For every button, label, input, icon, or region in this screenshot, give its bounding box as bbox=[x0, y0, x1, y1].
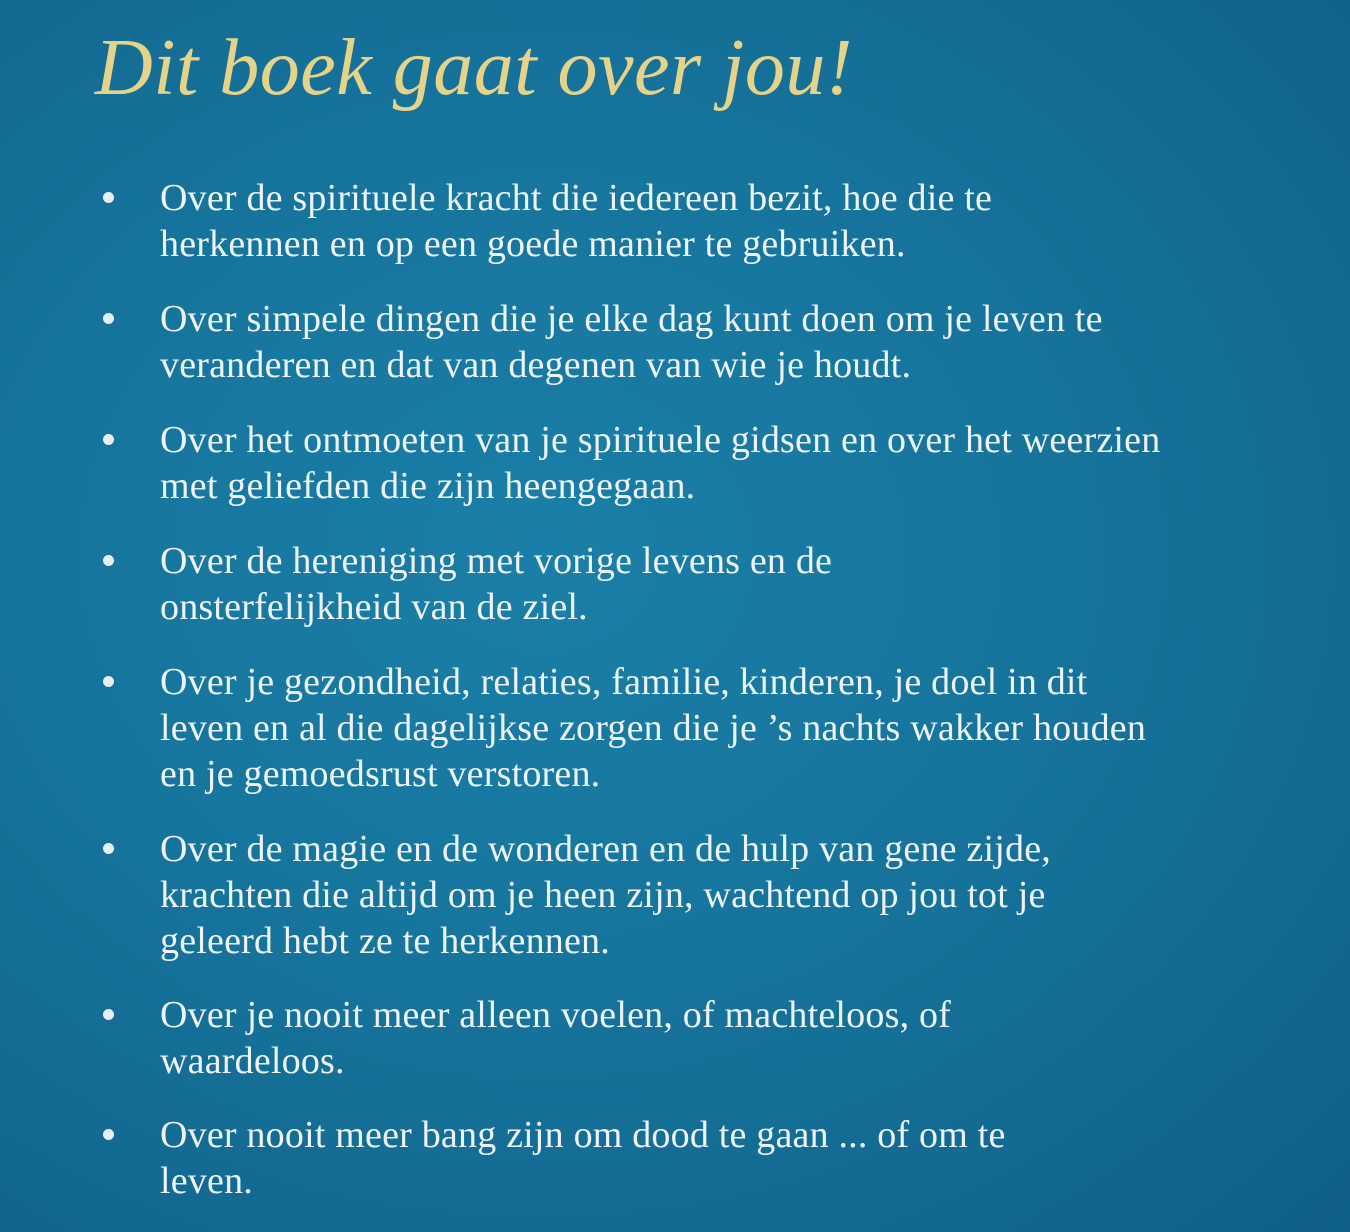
text-line: en je gemoedsrust verstoren. bbox=[160, 753, 601, 795]
text-line: Over het ontmoeten van je spirituele gidsen en over het weerzien bbox=[160, 419, 1161, 461]
bullet-icon bbox=[103, 843, 114, 854]
list-item-text bbox=[160, 659, 1280, 797]
text-line: waardeloos. bbox=[160, 1040, 345, 1082]
text-line: Over de spirituele kracht die iedereen bezit, hoe die te bbox=[160, 177, 993, 219]
bullet-icon bbox=[103, 1009, 114, 1020]
bullet-icon bbox=[103, 555, 114, 566]
list-item-text bbox=[160, 538, 1280, 630]
bullet-icon bbox=[103, 1129, 114, 1140]
text-line: veranderen en dat van degenen van wie je houdt. bbox=[160, 344, 912, 386]
text-line: Over simpele dingen die je elke dag kunt doen om je leven te bbox=[160, 298, 1103, 340]
list-item-text bbox=[160, 826, 1280, 964]
bullet-icon bbox=[103, 434, 114, 445]
bullet-icon bbox=[103, 676, 114, 687]
text-line: Over nooit meer bang zijn om dood te gaan ... of om te bbox=[160, 1114, 1006, 1156]
list-item-text bbox=[160, 992, 1280, 1084]
page-title: Dit boek gaat over jou! bbox=[95, 24, 853, 112]
text-line: met geliefden die zijn heengegaan. bbox=[160, 465, 696, 507]
list-item-text bbox=[160, 296, 1280, 388]
text-line: leven en al die dagelijkse zorgen die je ’s nachts wakker houden bbox=[160, 707, 1147, 749]
text-line: Over de magie en de wonderen en de hulp van gene zijde, bbox=[160, 828, 1051, 870]
text-line: leven. bbox=[160, 1160, 253, 1202]
text-line: geleerd hebt ze te herkennen. bbox=[160, 920, 610, 962]
text-line: herkennen en op een goede manier te gebruiken. bbox=[160, 223, 906, 265]
list-item-text bbox=[160, 417, 1280, 509]
list-item-text bbox=[160, 1112, 1280, 1204]
text-line: Over je nooit meer alleen voelen, of machteloos, of bbox=[160, 994, 952, 1036]
bullet-icon bbox=[103, 313, 114, 324]
list-item-text bbox=[160, 175, 1280, 267]
bullet-icon bbox=[103, 192, 114, 203]
text-line: krachten die altijd om je heen zijn, wachtend op jou tot je bbox=[160, 874, 1046, 916]
text-line: Over de hereniging met vorige levens en de bbox=[160, 540, 833, 582]
text-line: Over je gezondheid, relaties, familie, kinderen, je doel in dit bbox=[160, 661, 1088, 703]
text-line: onsterfelijkheid van de ziel. bbox=[160, 586, 588, 628]
